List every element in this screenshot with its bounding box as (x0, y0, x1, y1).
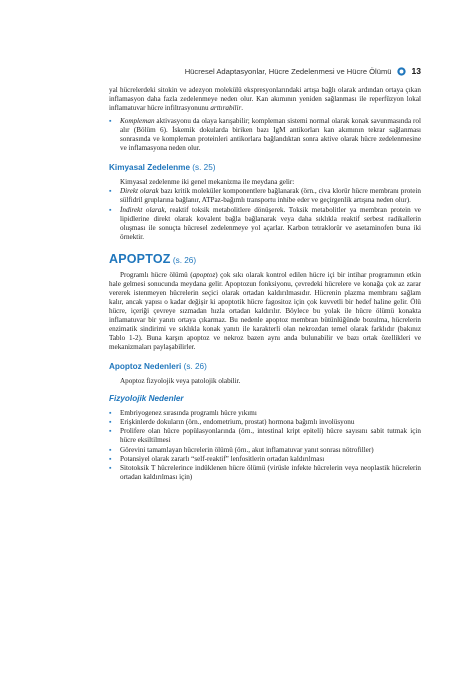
list-item: ▪ Sitotoksik T hücrelerince indüklenen hücre ölümü (virüsle infekte hücrelerin veya neoplastik hücrelerin ortadan kaldırılması için) (109, 464, 421, 482)
list-item: ▪ Görevini tamamlayan hücrelerin ölümü (örn., akut inflamatuvar yanıt sonrası nötrofiller) (109, 446, 421, 455)
list-item: ▪ Prolifere olan hücre popülasyonlarında (örn., intestinal kript epiteli) hücre sayısını sabit tutmak için hücre eksiltilmesi (109, 427, 421, 445)
running-title: Hücresel Adaptasyonlar, Hücre Zedelenmesi ve Hücre Ölümü (184, 66, 392, 76)
intro-paragraph: yal hücrelerdeki sitokin ve adezyon molekülü ekspresyonlarındaki artışa bağlı olarak ardından ortaya çıkan inflamasyon daha fazla zedelenmeye neden olur. Kan akımının yeniden sağlanması ile reperfüzyon lokal inflamatuvar hücre infiltrasyonunu arttırabilir. (109, 86, 421, 113)
chemical-bullets (109, 187, 421, 241)
causes-lead: Apoptoz fizyolojik veya patolojik olabilir. (120, 377, 241, 386)
list-item: ▪ İndirekt olarak, reaktif toksik metabolitlere dönüşerek. Toksik metabolitler ya membran protein ve lipidlerine direkt olarak kovalent bağla bağlanarak veya daha sıklıkla reaktif serbest radikallerin oluşması ile sonuçta hücresel zedelenmeye yol açarlar. Karbon tetraklorür ve asetaminofen buna iki örnektir. (109, 206, 421, 242)
list-item: ▪ Kompleman aktivasyonu da olaya karışabilir; kompleman sistemi normal olarak konak savunmasında rol alır (Bölüm 6). İskemik dokularda biriken bazı IgM antikorları kan akımının tekrar sağlanması sonrasında ve kompleman proteinleri antikorlara bağlandıktan sonra aktive olarak hücre zedelenmesine ve inflamasyona neden olur. (109, 117, 421, 153)
physiological-causes-list (109, 409, 421, 481)
apoptoz-paragraph: Programlı hücre ölümü (apoptoz) çok sıkı olarak kontrol edilen hücre içi bir intihar programının etkin hale gelmesi sonucunda meydana gelir. Apoptozun fonksiyonu, çevredeki hücrelere ve konağa çok az zarar vererek istenmeyen hücrelerin seçici olarak ortadan kaldırılmasıdır. Hücrenin plazma membranı sağlam kalır, ancak yapısı o kadar değişir ki apoptotik hücre fagositoz için çok kuvvetli bir hedef haline gelir. Ölü hücre, içeriği çevreye sızmadan hızla ortadan kaldırılır. Böylece bu yolak ile hücre ölümü konakta inflamatuvar bir yanıtı ortaya çıkarmaz. Bu nedenle apoptoz membran bütünlüğünde bozulma, hücrelerin enzimatik sindirimi ve sıklıkla konak yanıtı ile karakterli olan nekrozdan temel olarak farklıdır (bakınız Tablo 1-2). Buna karşın apoptoz ve nekroz bazen aynı anda bulunabilir ve bazı ortak özellikleri ve mekanizmaları paylaşabilirler. (109, 270, 421, 352)
list-item: ▪ Erişkinlerde dokuların (örn., endometrium, prostat) hormona bağımlı involüsyonu (109, 418, 421, 427)
page-number: 13 (411, 66, 421, 76)
intro-bullets (109, 117, 421, 153)
section-heading-chemical: Kimyasal Zedelenme (s. 25) (109, 163, 216, 173)
blue-disc-icon (397, 67, 406, 76)
list-item: ▪ Direkt olarak bazı kritik moleküler komponentlere bağlanarak (örn., civa klorür hücre membranı protein sülfidril gruplarına bağlanır, ATPaz-bağımlı transportu inhibe eder ve geçirgenlik artışına neden olur). (109, 187, 421, 205)
main-text (109, 86, 421, 482)
chemical-lead: Kimyasal zedelenme iki genel mekanizma ile meydana gelir: (120, 178, 295, 187)
section-heading-causes: Apoptoz Nedenleri (s. 26) (109, 362, 207, 372)
subsection-heading-physiological: Fizyolojik Nedenler (109, 394, 184, 404)
running-header (116, 66, 421, 76)
list-item: ▪ Embriyogenez sırasında programlı hücre yıkımı (109, 409, 421, 418)
section-heading-apoptoz: APOPTOZ (s. 26) (109, 251, 197, 266)
list-item: ▪ Potansiyel olarak zararlı “self-reaktif” lenfositlerin ortadan kaldırılması (109, 455, 421, 464)
